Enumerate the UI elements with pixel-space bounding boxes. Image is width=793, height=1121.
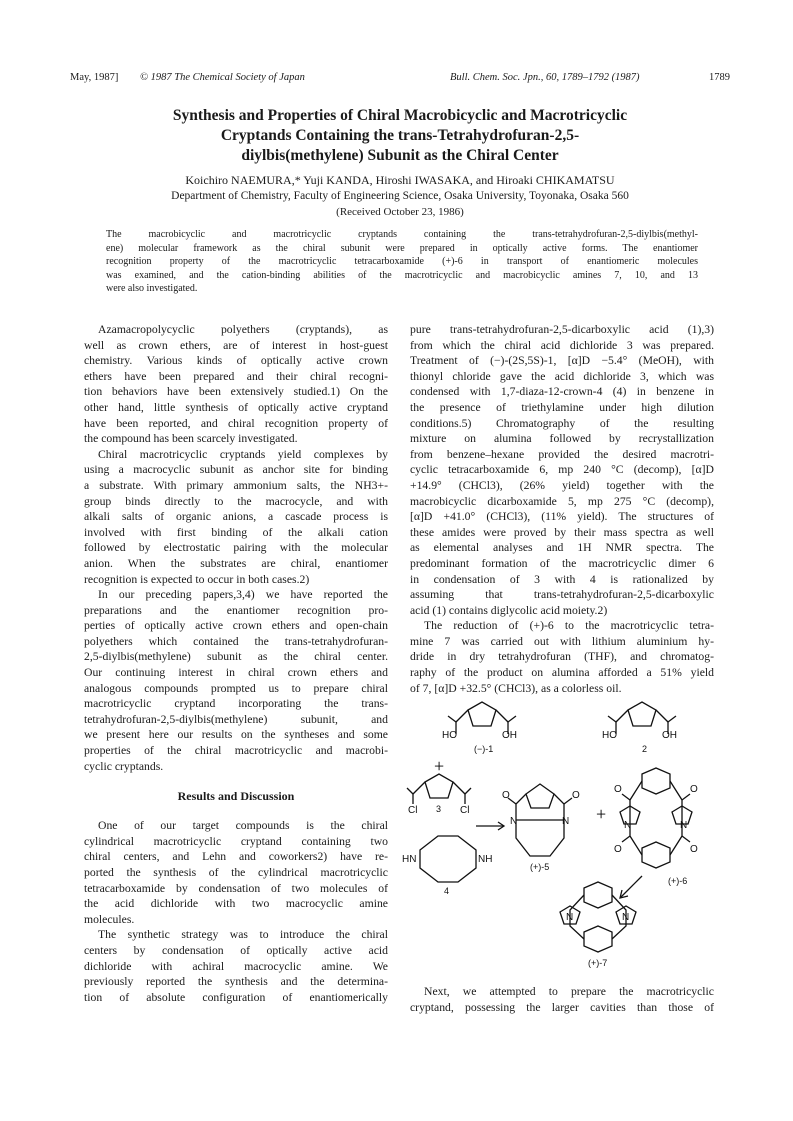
body-line: we present here our results on the syntheses and some: [84, 728, 388, 742]
body-line: tion of absolute configuration of enantiomerically: [84, 990, 388, 1004]
atom-o-label: O: [690, 844, 698, 855]
body-line: tetrahydrofuran-2,5-diylbis(methylene) subunit, and: [84, 712, 388, 726]
body-line: properties of the chiral macrotricyclic and macrobi-: [84, 744, 388, 758]
body-line: recognition is expected to occur in both cases.2): [84, 572, 310, 586]
right-column-continued: [410, 984, 714, 1015]
body-line: assuming that trans-tetrahydrofuran-2,5-dicarboxylic: [410, 588, 714, 602]
atom-ho-label: HO: [602, 730, 617, 741]
title-line: diylbis(methylene) Subunit as the Chiral Center: [241, 147, 559, 164]
body-line: One of our target compounds is the chiral: [98, 819, 388, 833]
atom-oh-label: OH: [502, 730, 517, 741]
body-line: from benzene–hexane provided the desired macrotri-: [410, 447, 714, 461]
atom-n-label: N: [566, 912, 574, 923]
atom-n-label: N: [680, 820, 688, 831]
body-line: followed by electrostatic pairing with the molecular: [84, 541, 388, 555]
compound-label-6: (+)-6: [668, 876, 688, 886]
compound-4-structure: [420, 836, 476, 882]
body-line: predominant formation of the macrotricyclic dimer 6: [410, 556, 714, 570]
received-date: (Received October 23, 1986): [336, 206, 464, 218]
body-line: cyclic cryptands.: [84, 759, 164, 773]
abstract-line: ene) molecular framework as the chiral subunit were prepared in optically active forms. The enantiomer: [106, 242, 698, 254]
abstract-line: The macrobicyclic and macrotricyclic cryptands containing the trans-tetrahydrofuran-2,5-diylbis(methyl-: [106, 229, 698, 240]
body-line: conditions.5) Chromatography of the resulting: [410, 416, 714, 430]
body-line: a substrate. With primary ammonium salts, the NH3+-: [84, 478, 388, 492]
body-line: Chiral macrotricyclic cryptands yield complexes by: [98, 447, 388, 461]
plus-sign: +: [596, 804, 607, 824]
body-line: Our continuing interest in chiral crown ethers and: [84, 666, 388, 680]
body-line: In our preceding papers,3,4) we have reported the: [98, 588, 388, 602]
body-line: Azamacropolycyclic polyethers (cryptands), as: [98, 323, 388, 336]
body-line: acid (1) contains diglycolic acid moiety.2): [410, 603, 608, 617]
atom-o-label: O: [572, 790, 580, 801]
atom-n-label: N: [624, 820, 632, 831]
body-line: alkali salts of organic anions, a cascade process is: [84, 510, 388, 524]
body-line: cyclic tetracarboxamide 6, mp 240 °C (decomp), [α]D: [410, 463, 714, 477]
body-line: the presence of triethylamine under high dilution: [410, 400, 714, 414]
right-column: [410, 322, 714, 696]
body-line: preparations and the enantiomer recognition pro-: [84, 603, 388, 617]
atom-cl-label: Cl: [460, 805, 470, 816]
body-line: of 7, [α]D +32.5° (CHCl3), as a colorless oil.: [410, 681, 622, 695]
body-line: anion. When the substrates are chiral, enantiomer: [84, 556, 388, 570]
atom-nh-label: NH: [478, 854, 493, 865]
compound-3-structure: [407, 774, 471, 804]
body-line: chiral centers, and Lehn and coworkers2) have re-: [84, 850, 388, 864]
page-number: 1789: [709, 72, 730, 83]
body-line: in condensation of 3 with 4 is rationalized by: [410, 572, 714, 586]
body-line: macrobicyclic dicarboxamide 5, mp 275 °C (decomp),: [410, 494, 714, 508]
body-line: these amides were proved by their mass spectra as well: [410, 525, 714, 539]
body-line: centers by condensation of optically active acid: [84, 943, 388, 957]
compound-label-7: (+)-7: [588, 958, 608, 968]
body-line: Treatment of (−)-(2S,5S)-1, [α]D −5.4° (MeOH), with: [410, 354, 714, 368]
reaction-scheme-drawing: [398, 688, 738, 970]
body-line: macrotricyclic cryptand incorporating the trans-: [84, 697, 388, 711]
abstract: [106, 228, 698, 296]
body-line: analogous compounds prompted us to prepare chiral: [84, 681, 388, 695]
atom-o-label: O: [614, 784, 622, 795]
compound-label-4: 4: [444, 886, 450, 896]
article-title: [70, 106, 730, 166]
body-line: have been reported, and chiral recognition property of: [84, 416, 388, 430]
body-line: +14.9° (CHCl3), (26% yield) together with the: [410, 478, 714, 492]
compound-label-5: (+)-5: [530, 862, 550, 872]
atom-cl-label: Cl: [408, 805, 418, 816]
issue-date: May, 1987]: [70, 72, 119, 83]
body-line: dride in dry tetrahydrofuran (THF), and chromatog-: [410, 650, 714, 664]
abstract-line: were also investigated.: [106, 283, 198, 294]
atom-n-label: N: [510, 816, 518, 827]
body-line: mine 7 was carried out with lithium aluminium hy-: [410, 634, 714, 648]
body-line: perties of optically active crown ethers and open-chain: [84, 619, 388, 633]
body-line: ported the synthesis of the cylindrical macrotricyclic: [84, 866, 388, 879]
title-line: Synthesis and Properties of Chiral Macrobicyclic and Macrotricyclic: [172, 107, 628, 124]
atom-o-label: O: [614, 844, 622, 855]
compound-label-3: 3: [436, 804, 442, 814]
body-line: mixture on alumina followed by recrystallization: [410, 432, 714, 446]
body-line: The reduction of (+)-6 to the macrotricyclic tetra-: [424, 619, 714, 633]
body-line: raphy of the product on alumina afforded a 51% yield: [410, 666, 714, 680]
body-line: thionyl chloride gave the acid dichloride 3, which was: [410, 369, 714, 383]
body-line: tetracarboxamide by condensation of two molecules of: [84, 881, 388, 895]
body-line: dichloride with achiral macrocyclic amine. We: [84, 959, 388, 973]
body-line: the compound has been scarcely investigated.: [84, 432, 298, 446]
running-header: [70, 72, 730, 86]
body-line: polyethers which contained the trans-tetrahydrofuran-: [84, 634, 388, 648]
reaction-scheme: [398, 688, 738, 970]
body-line: well as crown ethers, are of interest in host-guest: [84, 338, 388, 352]
author-list: Koichiro NAEMURA,* Yuji KANDA, Hiroshi IWASAKA, and Hiroaki CHIKAMATSU: [185, 173, 615, 187]
body-line: 2,5-diylbis(methylene) subunit as the chiral center.: [84, 650, 388, 664]
body-line: ethers have been prepared and their chiral recogni-: [84, 369, 388, 383]
body-line: cryptand, possessing the larger cavities than those of: [410, 1000, 714, 1014]
abstract-line: recognition property of the macrotricyclic tetracarboxamide (+)-6 in transport of enantiomeric molecules: [106, 256, 698, 267]
body-line: molecules.: [84, 912, 135, 926]
atom-ho-label: HO: [442, 730, 457, 741]
left-column: [84, 322, 388, 1005]
body-line: involved with first binding of the alkali cation: [84, 525, 388, 539]
body-line: previously reported the synthesis and the determina-: [84, 975, 388, 989]
title-line: Cryptands Containing the trans-Tetrahydrofuran-2,5-: [220, 127, 580, 144]
journal-citation: Bull. Chem. Soc. Jpn., 60, 1789–1792 (1987): [450, 72, 640, 83]
body-line: group binds directly to the macrocycle, and with: [84, 494, 388, 508]
atom-n-label: N: [622, 912, 630, 923]
body-line: other hand, little synthesis of optically active cryptand: [84, 400, 388, 414]
compound-label-1: (−)-1: [474, 744, 494, 754]
body-line: The synthetic strategy was to introduce the chiral: [98, 928, 388, 942]
body-line: pure trans-tetrahydrofuran-2,5-dicarboxylic acid (1),3): [410, 323, 714, 336]
plus-sign: +: [434, 756, 445, 776]
body-line: condensed with 1,7-diaza-12-crown-4 (4) in benzene in: [410, 385, 714, 399]
body-line: cylindrical macrotricyclic cryptand containing two: [84, 834, 388, 848]
body-line: Next, we attempted to prepare the macrotricyclic: [424, 985, 714, 998]
atom-hn-label: HN: [402, 854, 417, 865]
affiliation: Department of Chemistry, Faculty of Engineering Science, Osaka University, Toyonaka, Osaka 560: [171, 190, 629, 202]
abstract-line: was examined, and the cation-binding abilities of the macrotricyclic and macrobicyclic amines 7, 10, and 13: [106, 269, 698, 281]
body-line: chemistry. Various kinds of optically active crown: [84, 354, 388, 368]
atom-n-label: N: [562, 816, 570, 827]
body-line: the acid dichloride with two macrocyclic amine: [84, 897, 388, 911]
body-line: using a macrocyclic subunit as anchor site for binding: [84, 463, 388, 477]
atom-o-label: O: [502, 790, 510, 801]
atom-oh-label: OH: [662, 730, 677, 741]
section-heading: Results and Discussion: [177, 789, 295, 804]
body-line: tion behaviors have been extensively studied.1) On the: [84, 385, 388, 399]
body-line: from which the chiral acid dichloride 3 was prepared.: [410, 338, 714, 352]
atom-o-label: O: [690, 784, 698, 795]
copyright-notice: © 1987 The Chemical Society of Japan: [140, 72, 305, 83]
compound-6-structure: [620, 768, 692, 868]
body-line: as elemental analyses and 1H NMR spectra. The: [410, 541, 714, 555]
compound-label-2: 2: [642, 744, 648, 754]
body-line: [α]D +41.0° (CHCl3), (11% yield). The structures of: [410, 510, 714, 524]
